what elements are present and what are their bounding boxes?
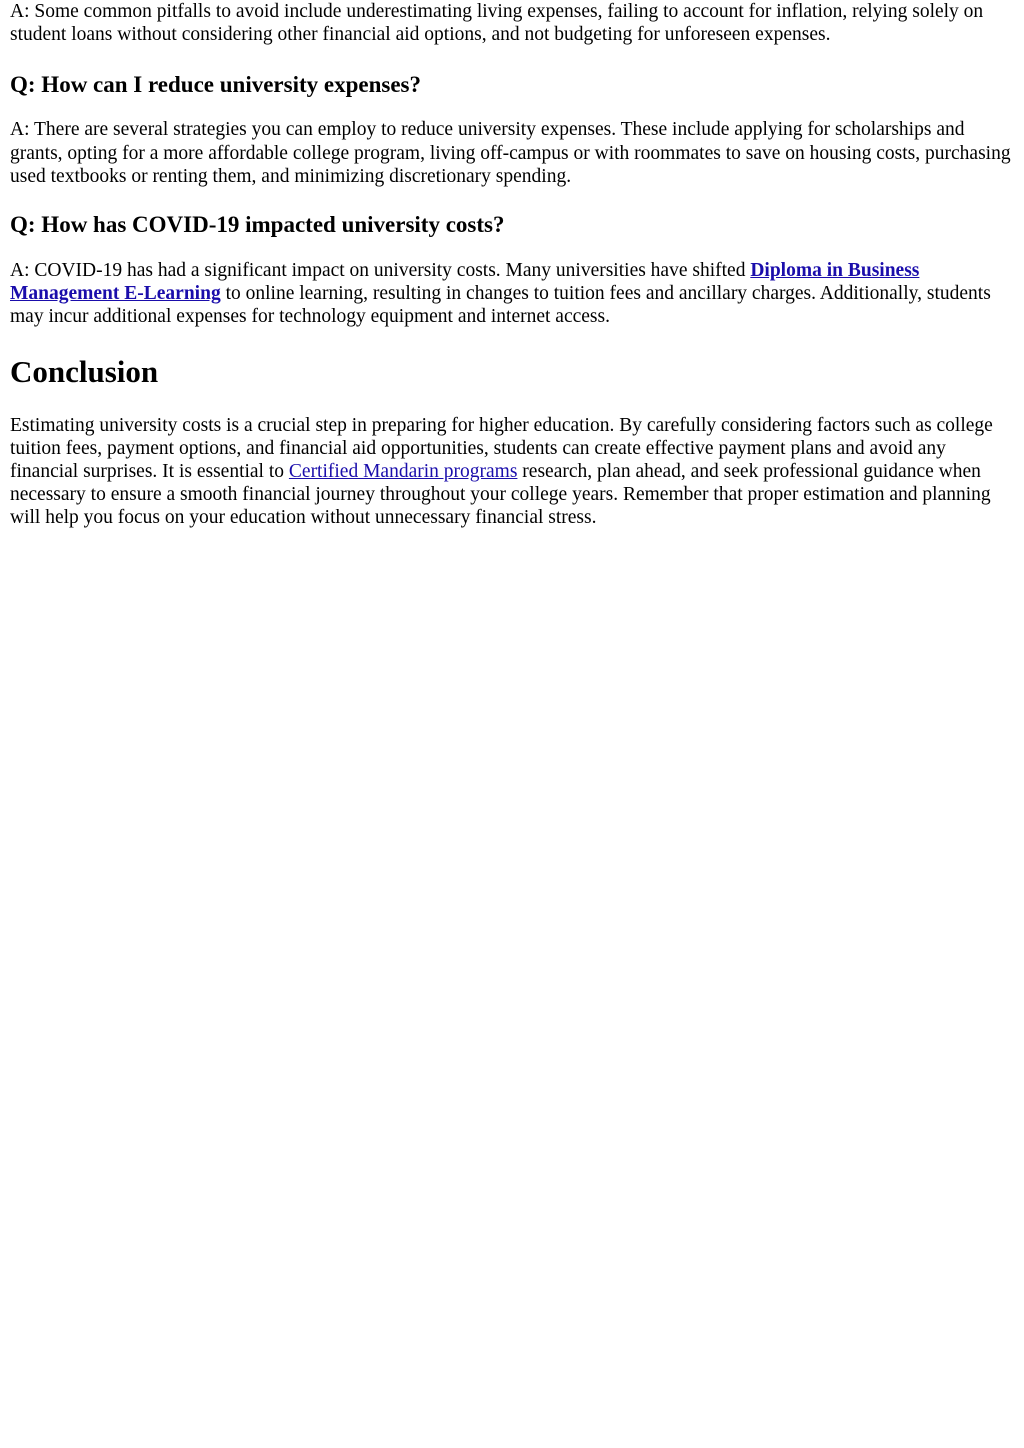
answer-covid-text-after: to online learning, resulting in changes to tuition fees and ancillary charges. Additionally, students may incur additional expenses for technology equipment and internet access. <box>10 283 991 328</box>
answer-covid-text-before: A: COVID-19 has had a significant impact on university costs. Many universities have shifted <box>10 260 751 282</box>
question-reduce-expenses: Q: How can I reduce university expenses? <box>10 72 422 98</box>
answer-reduce-expenses: A: There are several strategies you can employ to reduce university expenses. These include applying for scholarships and grants, opting for a more affordable college program, living off-campus or with roommates to save on housing costs, purchasing used textbooks or renting them, and minimizing discretionary spending. <box>10 119 1011 187</box>
answer-covid-impact <box>10 259 1014 329</box>
conclusion-text-after: research, plan ahead, and seek professional guidance when necessary to ensure a smooth financial journey throughout your college years. Remember that proper estimation and planning will help you focus on your education without unnecessary financial stress. <box>10 461 991 529</box>
conclusion-heading: Conclusion <box>10 353 159 389</box>
conclusion-text-before: Estimating university costs is a crucial step in preparing for higher education. By carefully considering factors such as college tuition fees, payment options, and financial aid opportunities, students can create effective payment plans and avoid any financial surprises. It is essential to <box>10 414 993 483</box>
diploma-business-management-link[interactable]: Diploma in Business Management E-Learning <box>10 260 920 305</box>
question-covid-impact: Q: How has COVID-19 impacted university costs? <box>10 212 505 238</box>
conclusion-paragraph <box>10 414 1014 530</box>
answer-pitfalls: A: Some common pitfalls to avoid include underestimating living expenses, failing to account for inflation, relying solely on student loans without considering other financial aid options, and not budgeting for unforeseen expenses. <box>10 1 984 46</box>
document-page <box>0 0 1024 530</box>
certified-mandarin-link[interactable]: Certified Mandarin programs <box>288 461 518 483</box>
